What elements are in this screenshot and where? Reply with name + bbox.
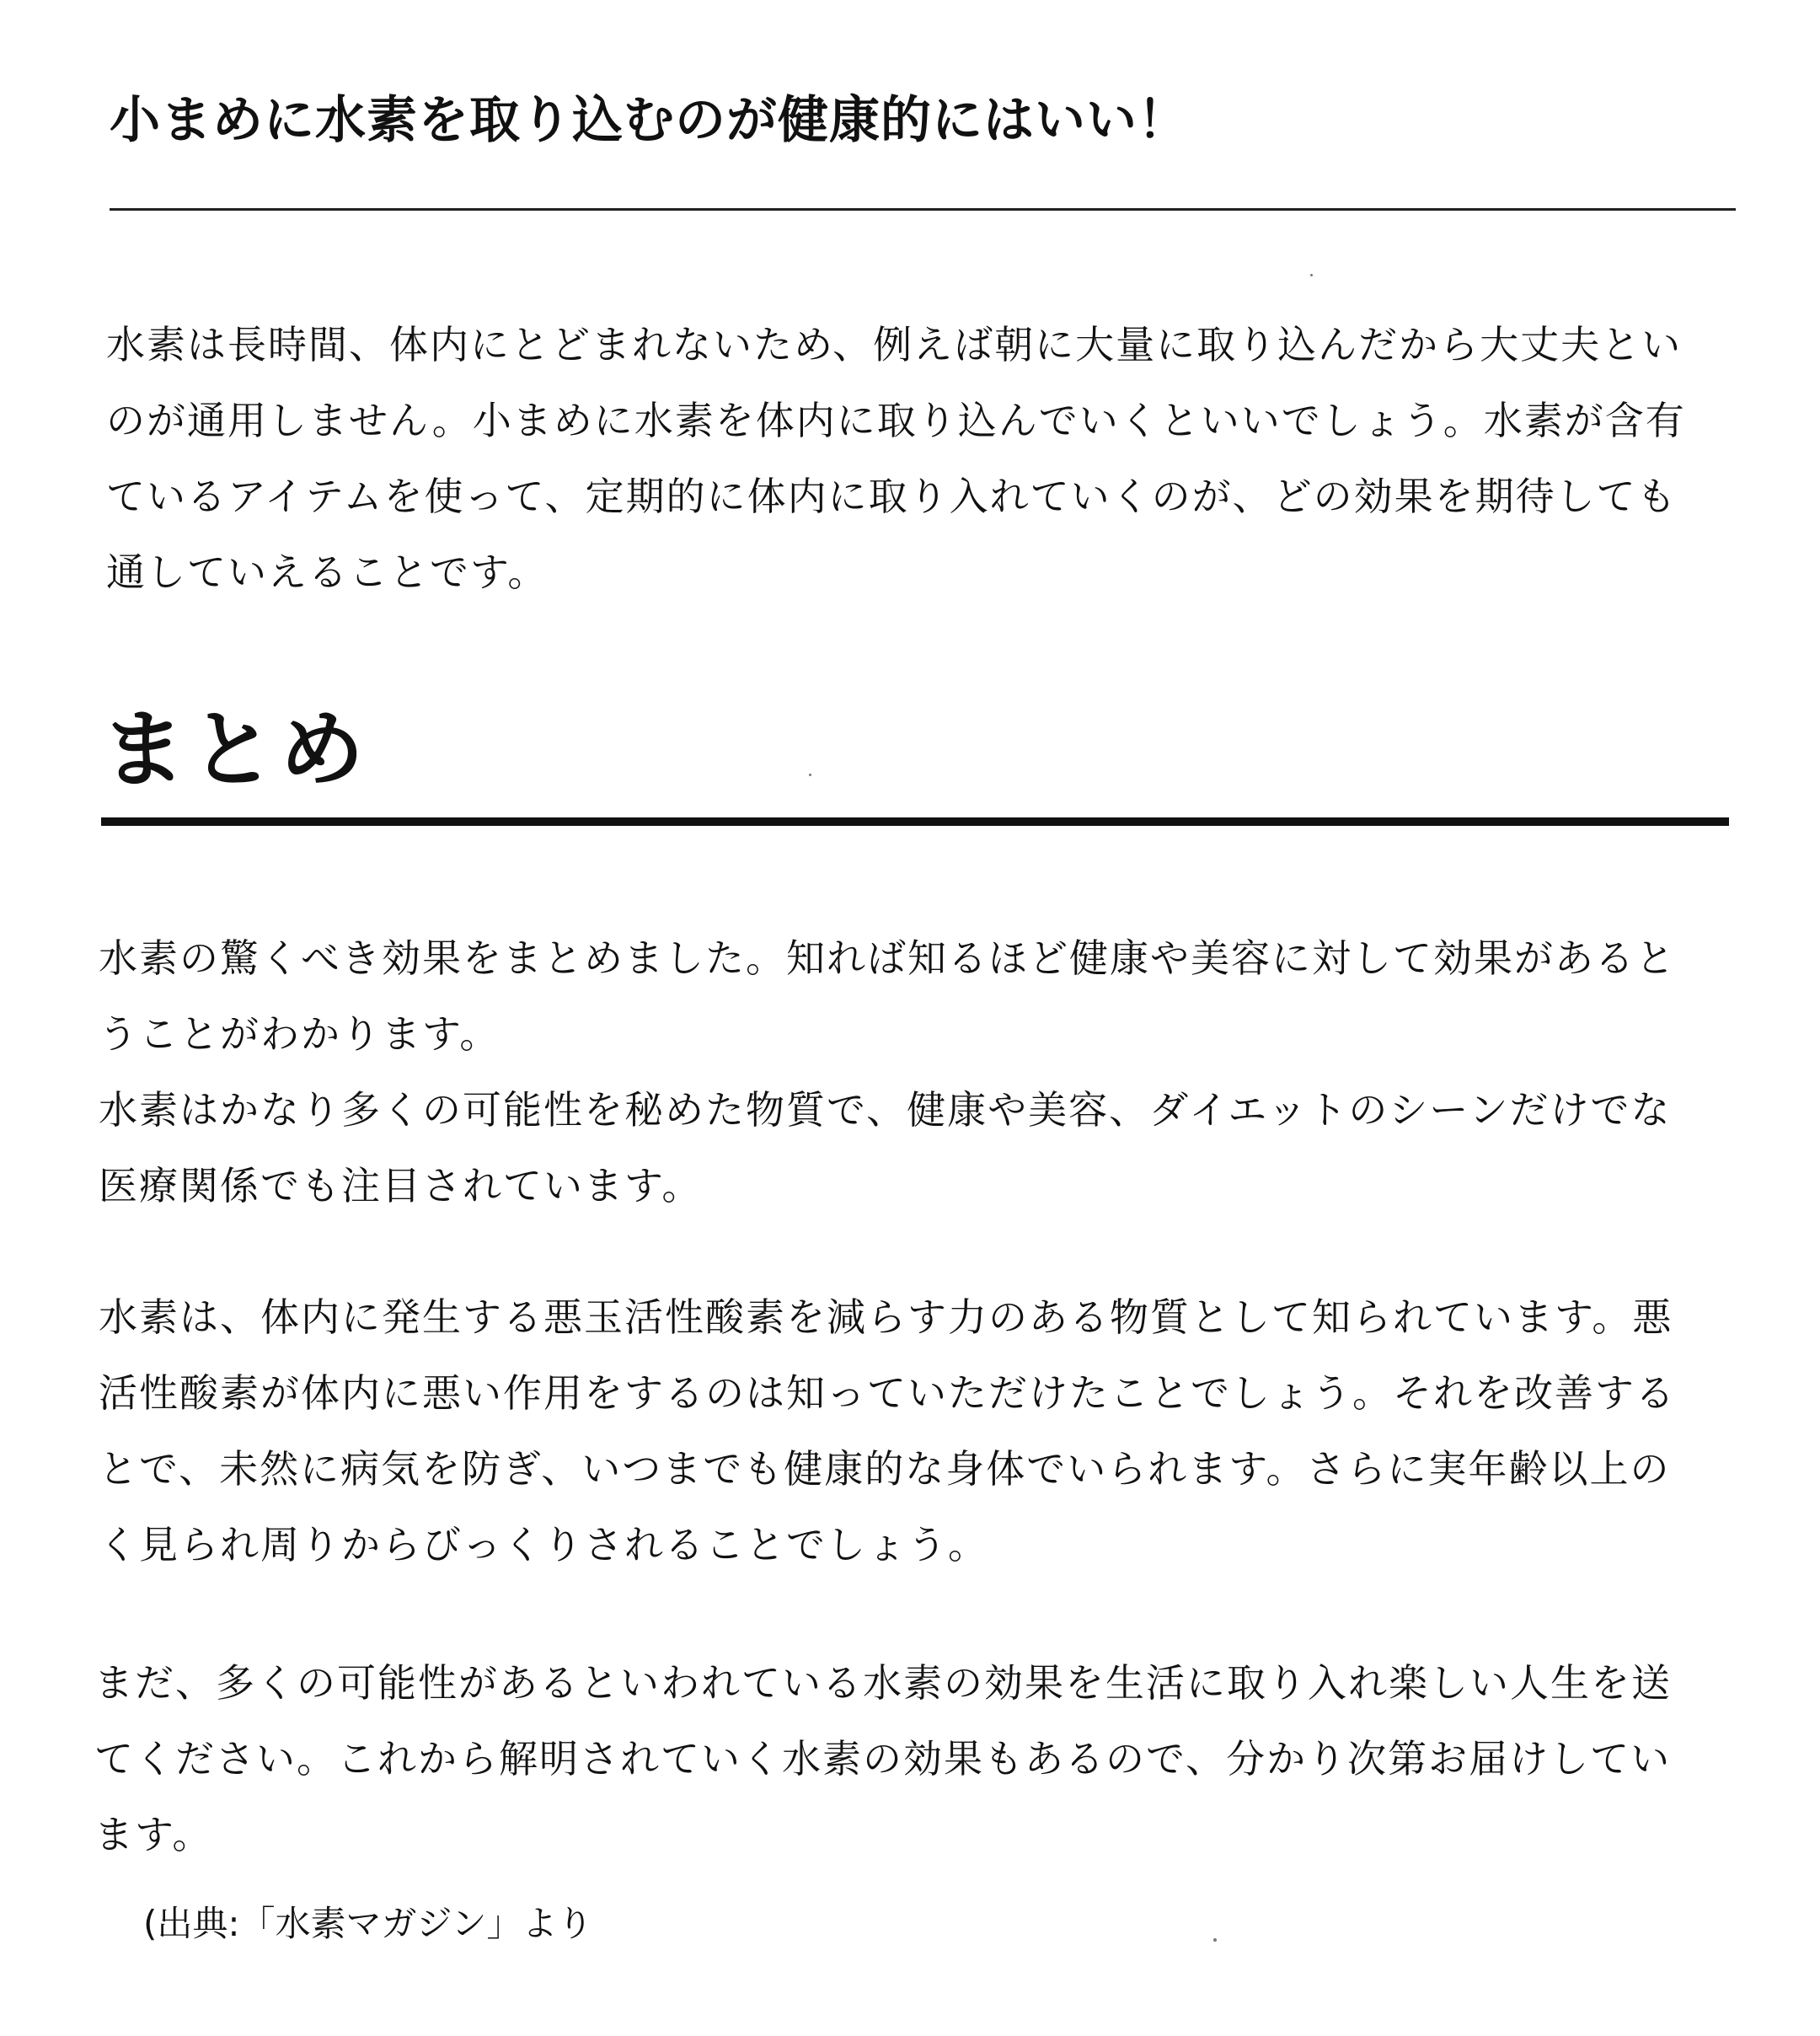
text-line: とで、未然に病気を防ぎ、いつまでも健康的な身体でいられます。さらに実年齢以上の: [99, 1446, 1671, 1492]
text-line: 水素の驚くべき効果をまとめました。知れば知るほど健康や美容に対して効果があると: [99, 935, 1676, 981]
scan-speck: [1310, 274, 1313, 276]
text-line: 活性酸素が体内に悪い作用をするのは知っていただけたことでしょう。それを改善する: [99, 1370, 1676, 1416]
text-line: 水素は、体内に発生する悪玉活性酸素を減らす力のある物質として知られています。悪: [99, 1294, 1673, 1340]
text-line: まだ、多くの可能性があるといわれている水素の効果を生活に取り入れ楽しい人生を送: [94, 1660, 1672, 1706]
intro-paragraph: [106, 307, 1741, 610]
summary-paragraph-1: [99, 920, 1733, 1072]
text-line: のが通用しません。小まめに水素を体内に取り込んでいくといいでしょう。水素が含有: [106, 398, 1686, 443]
scan-speck: [1213, 1938, 1217, 1942]
text-line: く見られ周りからびっくりされることでしょう。: [99, 1522, 988, 1567]
section-subheading: 小まめに水素を取り込むのが健康的にはいい！: [110, 91, 1189, 150]
summary-paragraph-2: [99, 1072, 1733, 1224]
text-line: ているアイテムを使って、定期的に体内に取り入れていくのが、どの効果を期待しても: [106, 474, 1678, 519]
text-line: 通していえることです。: [106, 549, 549, 595]
text-line: 水素はかなり多くの可能性を秘めた物質で、健康や美容、ダイエットのシーンだけでな: [99, 1087, 1672, 1133]
scan-speck: [809, 774, 811, 776]
summary-divider: [101, 817, 1729, 826]
text-line: ます。: [94, 1812, 213, 1857]
text-line: てください。これから解明されていく水素の効果もあるので、分かり次第お届けしてい: [94, 1736, 1672, 1782]
text-line: うことがわかります。: [99, 1011, 500, 1057]
text-line: 水素は長時間、体内にとどまれないため、例えば朝に大量に取り込んだから大丈夫とい: [106, 322, 1683, 367]
summary-paragraph-4: [94, 1645, 1729, 1873]
summary-heading: まとめ: [101, 700, 369, 799]
text-line: 医療関係でも注目されています。: [99, 1163, 703, 1208]
source-citation: (出典:「水素マガジン」より: [143, 1903, 593, 1944]
subheading-divider: [110, 208, 1736, 211]
summary-paragraph-3: [99, 1279, 1733, 1583]
